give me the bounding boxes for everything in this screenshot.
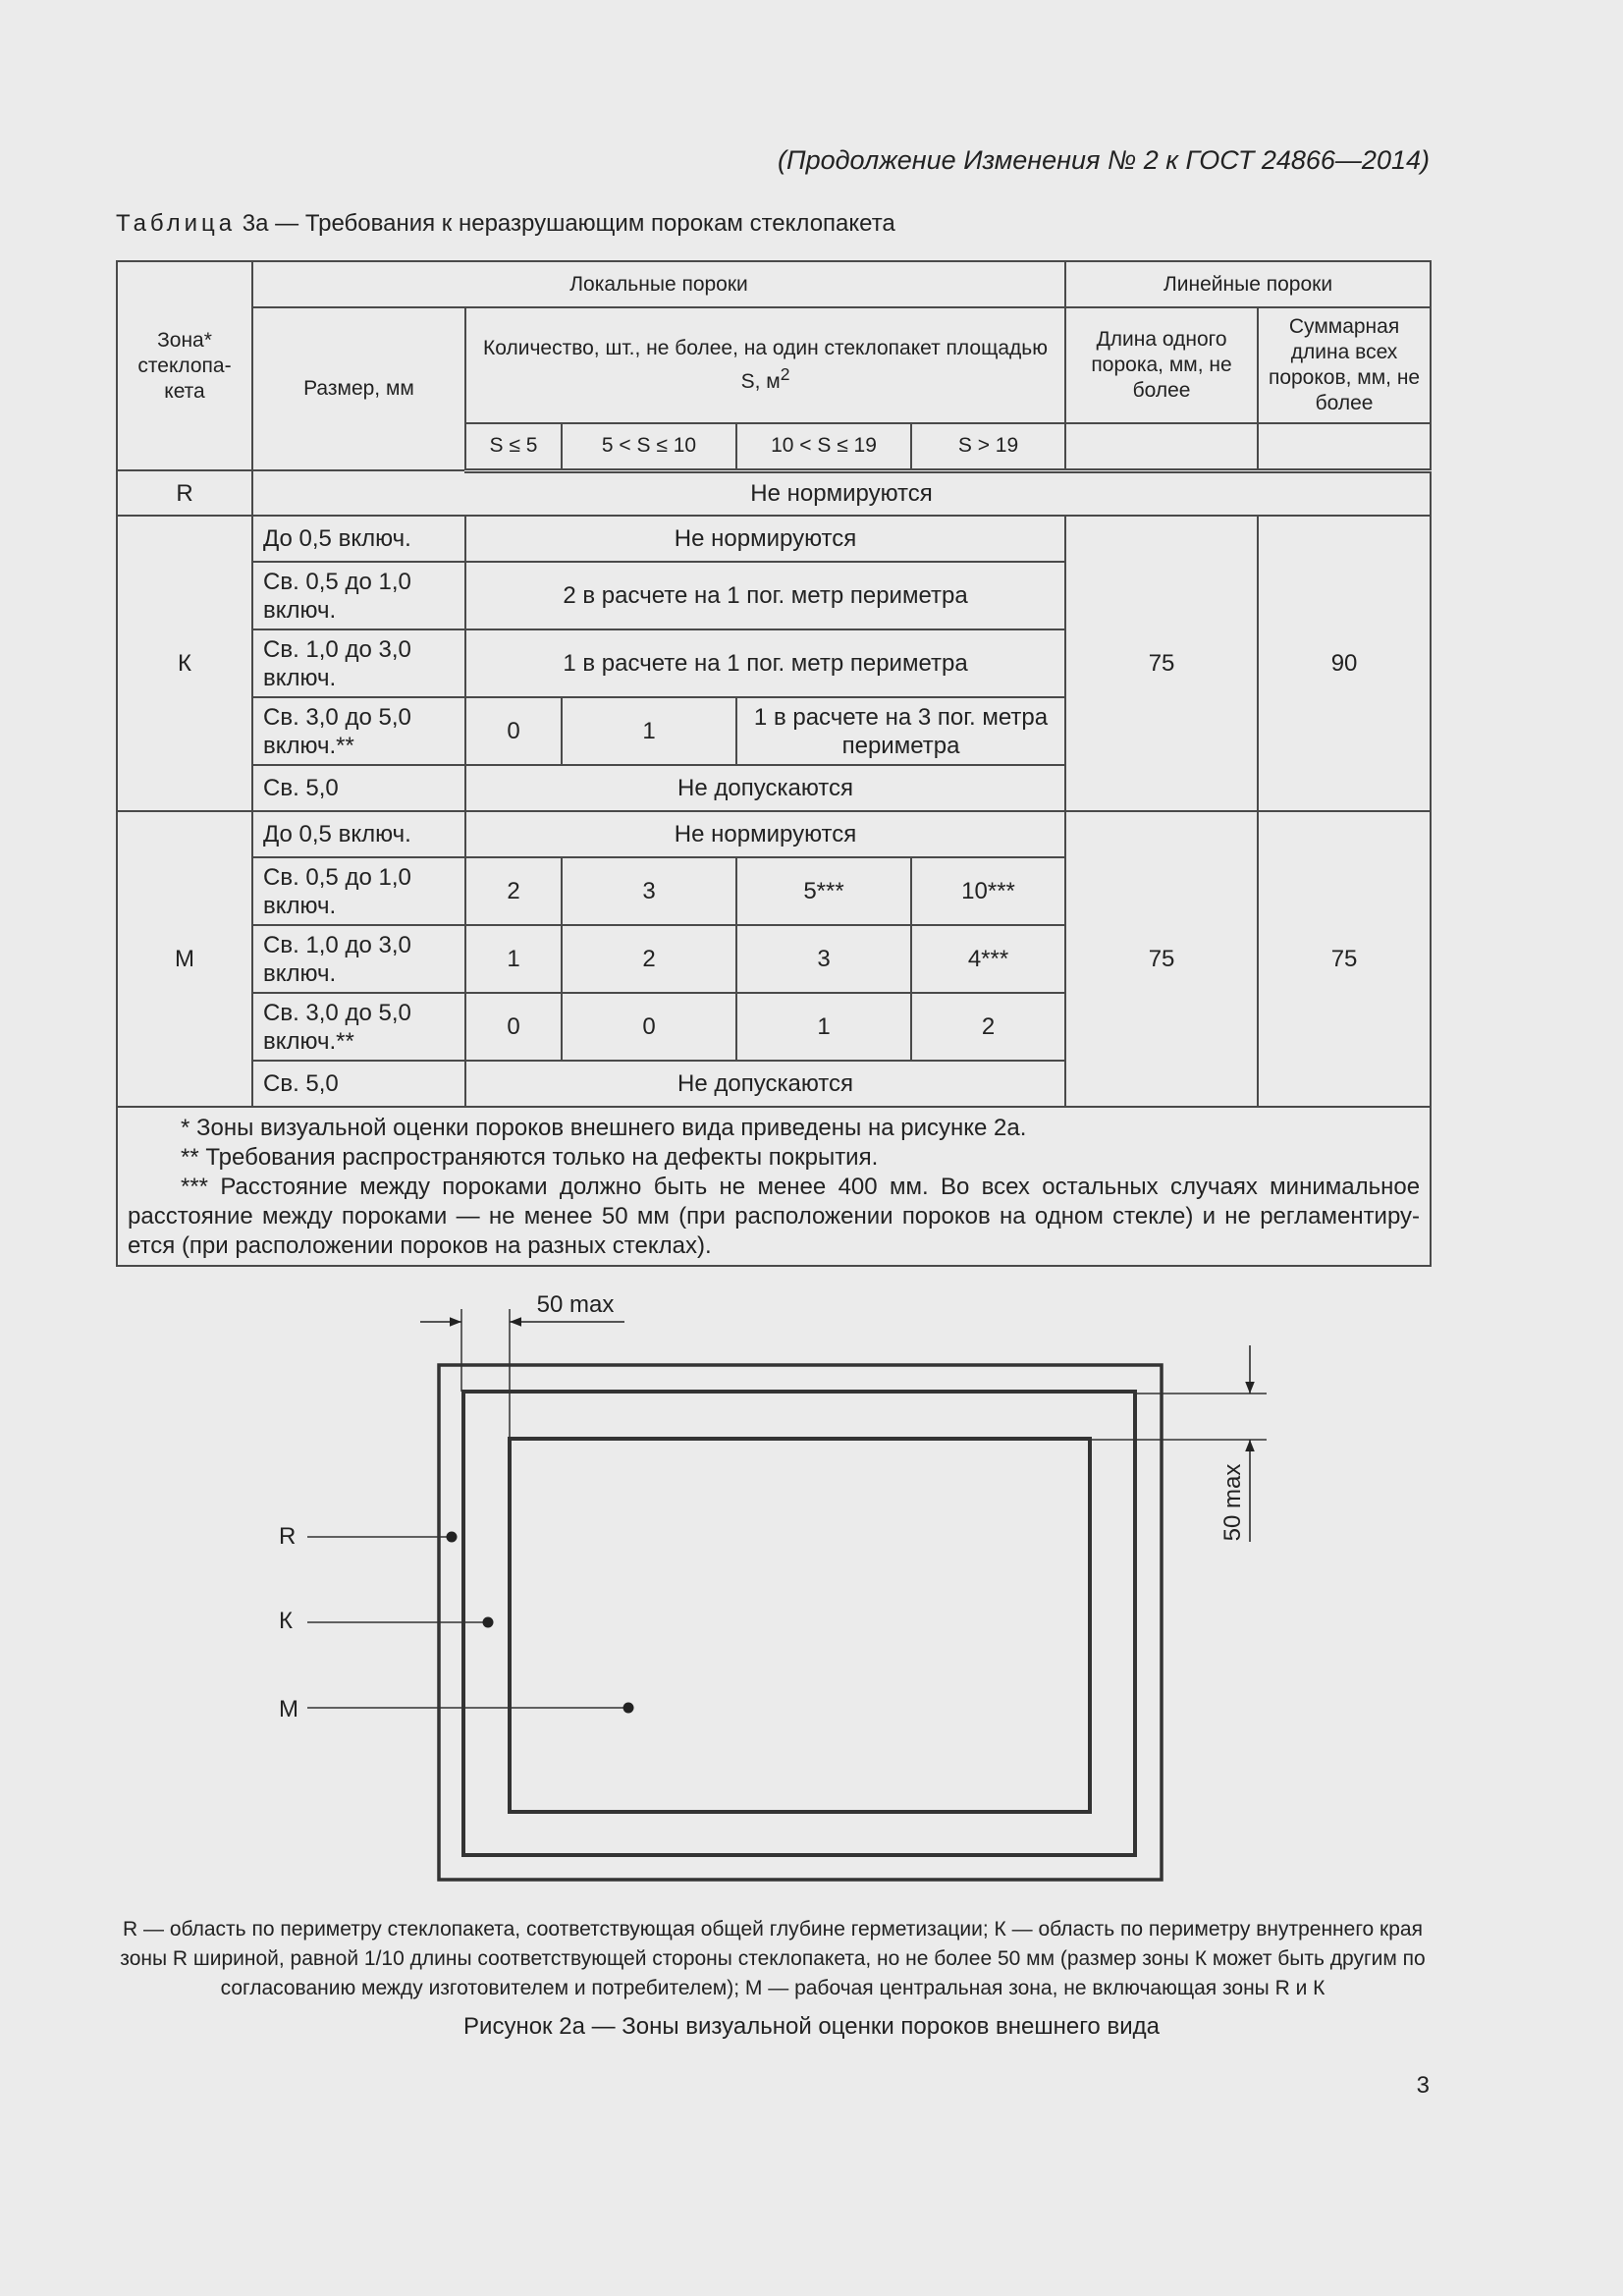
- header-row-2: [117, 307, 1431, 423]
- table-caption-prefix: Таблица: [116, 210, 237, 237]
- value-cell: 1: [736, 993, 911, 1061]
- value-cell: 3: [736, 925, 911, 993]
- zone-r-marker: R: [279, 1523, 297, 1550]
- header-size: Размер, мм: [252, 307, 465, 470]
- value-cell: 0: [465, 993, 562, 1061]
- header-linear-defects: Линейные пороки: [1065, 261, 1431, 307]
- table-caption: [116, 210, 895, 238]
- leader-dot: [447, 1532, 458, 1543]
- size-cell: Св. 1,0 до 3,0 включ.: [252, 925, 465, 993]
- continuation-note: (Продолжение Изменения № 2 к ГОСТ 24866—2014): [778, 145, 1430, 175]
- note-2: ** Требования распространяются только на дефекты покрытия.: [181, 1144, 879, 1171]
- figure-caption: Рисунок 2а — Зоны визуальной оценки пороков внешнего вида: [463, 2013, 1160, 2040]
- zone-m-label: М: [117, 811, 252, 1107]
- header-total-length: Суммарная длина всех пороков, мм, не более: [1258, 307, 1431, 423]
- page-number: 3: [1416, 2072, 1430, 2099]
- zone-k-label: К: [117, 516, 252, 811]
- value-cell: 10***: [911, 857, 1065, 925]
- notes-row: [117, 1107, 1431, 1266]
- leader-dot: [483, 1617, 494, 1628]
- value-cell: 1: [465, 925, 562, 993]
- header-zone: Зона* стеклопа-кета: [117, 261, 252, 470]
- value-cell: 4***: [911, 925, 1065, 993]
- value-cell: 3: [562, 857, 736, 925]
- note-1: * Зоны визуальной оценки пороков внешнего вида приведены на рисунке 2а.: [181, 1115, 1027, 1141]
- value-cell: 0: [465, 697, 562, 765]
- zone-m-marker: М: [279, 1696, 298, 1722]
- size-cell: До 0,5 включ.: [252, 516, 465, 562]
- size-cell: Св. 3,0 до 5,0 включ.**: [252, 697, 465, 765]
- note-3: *** Расстояние между пороками должно быть не менее 400 мм. Во всех остальных случаях минимальное расстояние между пороками — не менее 50 мм (при расположении пороков на одном стекле) и не регламентиру-ется (при расположении пороков на разных стеклах).: [128, 1174, 1421, 1259]
- size-cell: Св. 5,0: [252, 765, 465, 811]
- zone-r-row: [117, 470, 1431, 516]
- dim-top-label: 50 max: [536, 1291, 615, 1318]
- value-cell: 0: [562, 993, 736, 1061]
- value-cell: 1 в расчете на 1 пог. метр периметра: [465, 629, 1065, 697]
- leader-dot: [623, 1703, 634, 1714]
- zone-r-value: Не нормируются: [252, 470, 1431, 516]
- size-cell: Св. 0,5 до 1,0 включ.: [252, 562, 465, 629]
- table-row: [117, 811, 1431, 857]
- header-s-range: S > 19: [911, 423, 1065, 470]
- zone-r-outer-frame: [439, 1365, 1162, 1880]
- table-row: [117, 516, 1431, 562]
- size-cell: Св. 1,0 до 3,0 включ.: [252, 629, 465, 697]
- requirements-table: [116, 260, 1432, 1267]
- header-local-defects: Локальные пороки: [252, 261, 1065, 307]
- value-cell: 2: [911, 993, 1065, 1061]
- size-cell: Св. 3,0 до 5,0 включ.**: [252, 993, 465, 1061]
- header-quantity-sup: 2: [780, 364, 790, 384]
- header-quantity-text: Количество, шт., не более, на один стеклопакет площадью S, м: [483, 337, 1048, 393]
- zone-m-total-length: 75: [1258, 811, 1431, 1107]
- value-cell: 1 в расчете на 3 пог. метра периметра: [736, 697, 1065, 765]
- value-cell: Не нормируются: [465, 811, 1065, 857]
- header-empty-cell: [1065, 423, 1258, 470]
- zone-k-single-length: 75: [1065, 516, 1258, 811]
- zone-m-frame: [510, 1439, 1090, 1812]
- size-cell: Св. 0,5 до 1,0 включ.: [252, 857, 465, 925]
- header-quantity: [465, 307, 1065, 423]
- zone-k-marker: К: [279, 1608, 293, 1634]
- header-s-range: 5 < S ≤ 10: [562, 423, 736, 470]
- figure-legend: R — область по периметру стеклопакета, соответствующая общей глубине герметизации; К — область по периметру внутреннего края зоны R шириной, равной 1/10 длины соответствующей стороны стеклопакета, но не более 50 мм (размер зоны К может быть другим по согласованию между изготовителем и потребителем); М — рабочая центральная зона, не включающая зоны R и К: [120, 1918, 1426, 1999]
- value-cell: 2 в расчете на 1 пог. метр периметра: [465, 562, 1065, 629]
- value-cell: 2: [562, 925, 736, 993]
- value-cell: Не нормируются: [465, 516, 1065, 562]
- table-caption-text: 3а — Требования к неразрушающим порокам стеклопакета: [242, 210, 895, 237]
- header-row-1: [117, 261, 1431, 307]
- value-cell: Не допускаются: [465, 1061, 1065, 1107]
- header-single-length: Длина одного порока, мм, не более: [1065, 307, 1258, 423]
- zone-k-outer-frame: [463, 1392, 1135, 1855]
- value-cell: Не допускаются: [465, 765, 1065, 811]
- header-s-range: 10 < S ≤ 19: [736, 423, 911, 470]
- value-cell: 2: [465, 857, 562, 925]
- zone-k-total-length: 90: [1258, 516, 1431, 811]
- zone-r-label: R: [117, 470, 252, 516]
- value-cell: 1: [562, 697, 736, 765]
- dim-right-label: 50 max: [1219, 1463, 1246, 1542]
- zone-m-single-length: 75: [1065, 811, 1258, 1107]
- header-s-range: S ≤ 5: [465, 423, 562, 470]
- header-empty-cell: [1258, 423, 1431, 470]
- size-cell: Св. 5,0: [252, 1061, 465, 1107]
- table-notes: [117, 1107, 1431, 1266]
- size-cell: До 0,5 включ.: [252, 811, 465, 857]
- value-cell: 5***: [736, 857, 911, 925]
